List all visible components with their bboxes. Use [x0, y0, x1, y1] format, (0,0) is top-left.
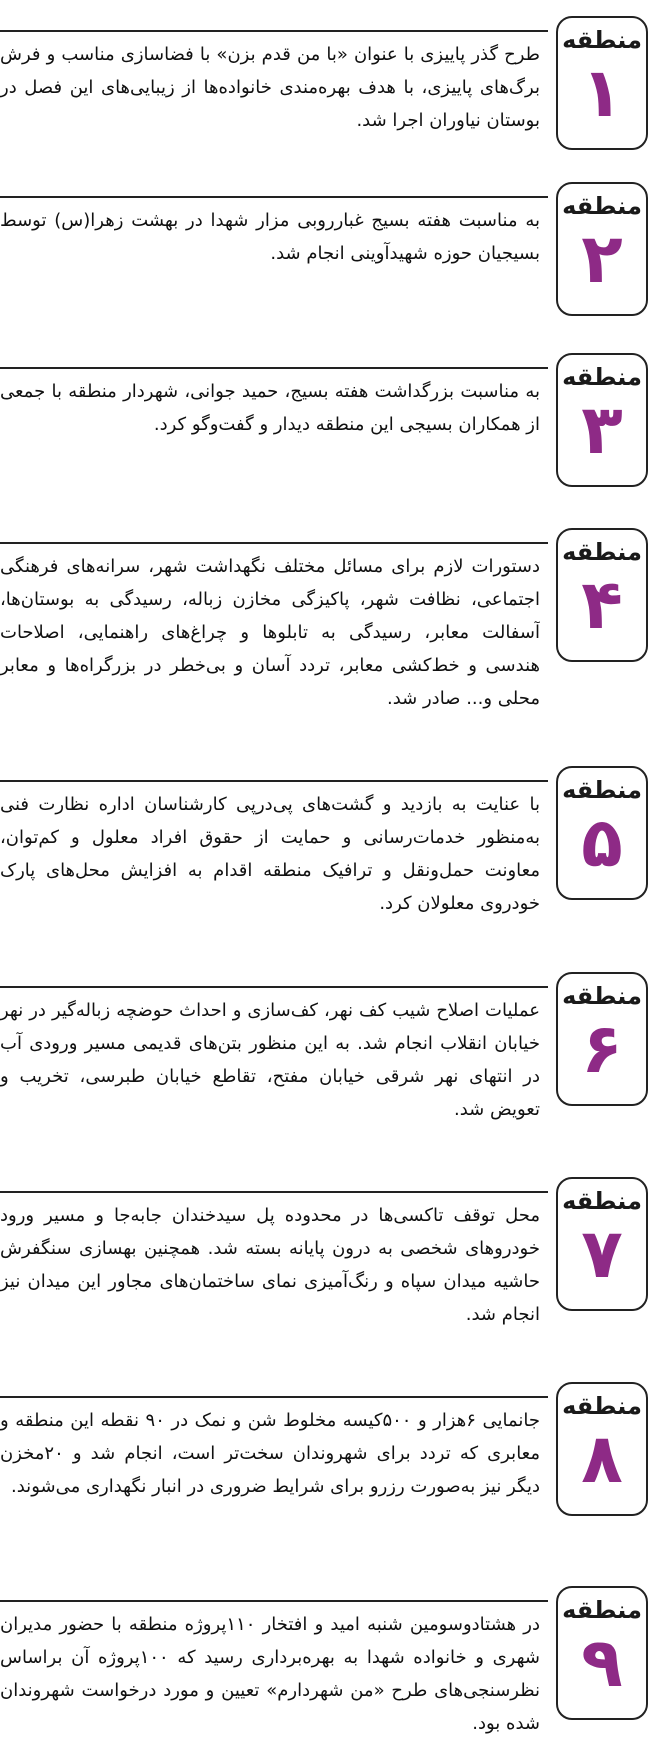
divider-line: [0, 367, 548, 369]
region-badge: [556, 972, 648, 1106]
region-label: منطقه: [562, 776, 642, 804]
divider-line: [0, 1191, 548, 1193]
region-label: منطقه: [562, 1596, 642, 1624]
region-news-text: با عنایت به بازدید و گشت‌های پی‌درپی کارشناسان اداره نظارت فنی به‌منظور خدمات‌رسانی و حمایت از حقوق افراد معلول و کم‌توان، معاونت حمل‌ونقل و ترافیک منطقه اقدام به افزایش محل‌های پارک خودروی معلولان کرد.: [0, 794, 540, 914]
region-badge: [556, 766, 648, 900]
region-badge: [556, 1586, 648, 1720]
entry-region-6: [0, 982, 648, 1156]
region-news-text: به مناسبت هفته بسیج غبارروبی مزار شهدا در بهشت زهرا(س) توسط بسیجیان حوزه شهیدآوینی انجام شد.: [0, 210, 540, 264]
region-badge: [556, 16, 648, 150]
divider-line: [0, 1396, 548, 1398]
divider-line: [0, 986, 548, 988]
region-news-text: دستورات لازم برای مسائل مختلف نگهداشت شهر، سرانه‌های فرهنگی اجتماعی، نظافت شهر، پاکیزگی مخازن زباله، رسیدگی به بوستان‌ها، آسفالت معابر، رسیدگی به تابلوها و چراغ‌های راهنمایی، اصلاحات هندسی و خط‌کشی معابر، تردد آسان و بی‌خطر در بزرگراه‌ها و معابر محلی و... صادر شد.: [0, 556, 540, 709]
region-badge: [556, 353, 648, 487]
region-badge: [556, 1382, 648, 1516]
region-label: منطقه: [562, 982, 642, 1010]
divider-line: [0, 196, 548, 198]
region-number: ۲: [581, 220, 623, 299]
region-news-text: طرح گذر پاییزی با عنوان «با من قدم بزن» با فضاسازی مناسب و فرش برگ‌های پاییزی، با هدف بهره‌مندی خانواده‌ها از زیبایی‌های این فصل در بوستان نیاوران اجرا شد.: [0, 44, 540, 131]
region-number: ۸: [581, 1420, 623, 1499]
region-news-text: در هشتادوسومین شنبه امید و افتخار ۱۱۰پروژه منطقه با حضور مدیران شهری و خانواده شهدا به بهره‌برداری رسید که ۱۰۰پروژه آن براساس نظرسنجی‌های طرح «من شهردارم» تعیین و مورد درخواست شهروندان شده بود.: [0, 1614, 540, 1734]
entry-region-3: [0, 363, 648, 470]
divider-line: [0, 780, 548, 782]
region-label: منطقه: [562, 363, 642, 391]
region-number: ۷: [581, 1215, 623, 1294]
region-badge: [556, 1177, 648, 1311]
region-news-text: محل توقف تاکسی‌ها در محدوده پل سیدخندان جابه‌جا و مسیر ورود خودروهای شخصی به درون پایانه بسته شد. همچنین بهسازی سنگفرش حاشیه میدان سپاه و رنگ‌آمیزی نمای ساختمان‌های مجاور این میدان نیز انجام شد.: [0, 1205, 540, 1325]
divider-line: [0, 1600, 548, 1602]
region-label: منطقه: [562, 1187, 642, 1215]
divider-line: [0, 30, 548, 32]
region-news-text: عملیات اصلاح شیب کف نهر، کف‌سازی و احداث حوضچه زباله‌گیر در نهر خیابان انقلاب انجام شد. به این منظور بتن‌های قدیمی مسیر ورودی آب در انتهای نهر شرقی خیابان مفتح، تقاطع خیابان طبرسی، تخریب و تعویض شد.: [0, 1000, 540, 1120]
region-number: ۹: [581, 1624, 623, 1703]
entry-region-5: [0, 776, 648, 950]
divider-line: [0, 542, 548, 544]
region-number: ۱: [581, 54, 623, 133]
region-number: ۵: [581, 804, 623, 883]
region-label: منطقه: [562, 192, 642, 220]
region-badge: [556, 182, 648, 316]
entry-region-8: [0, 1392, 648, 1566]
entry-region-2: [0, 192, 648, 299]
region-label: منطقه: [562, 538, 642, 566]
region-number: ۶: [581, 1010, 623, 1089]
region-number: ۳: [581, 391, 623, 470]
entry-region-9: [0, 1596, 648, 1758]
region-news-text: به مناسبت بزرگداشت هفته بسیج، حمید جوانی، شهردار منطقه با جمعی از همکاران بسیجی این منطقه دیدار و گفت‌وگو کرد.: [0, 381, 540, 435]
region-number: ۴: [581, 566, 623, 645]
entry-region-7: [0, 1187, 648, 1361]
entry-region-4: [0, 538, 648, 742]
region-label: منطقه: [562, 1392, 642, 1420]
region-badge: [556, 528, 648, 662]
region-label: منطقه: [562, 26, 642, 54]
region-news-text: جانمایی ۶هزار و ۵۰۰کیسه مخلوط شن و نمک در ۹۰ نقطه این منطقه و معابری که تردد برای شهروندان سخت‌تر است، انجام شد و ۲۰مخزن دیگر نیز به‌صورت رزرو برای شرایط ضروری در انبار نگهداری می‌شوند.: [0, 1410, 540, 1497]
entry-region-1: [0, 26, 648, 165]
